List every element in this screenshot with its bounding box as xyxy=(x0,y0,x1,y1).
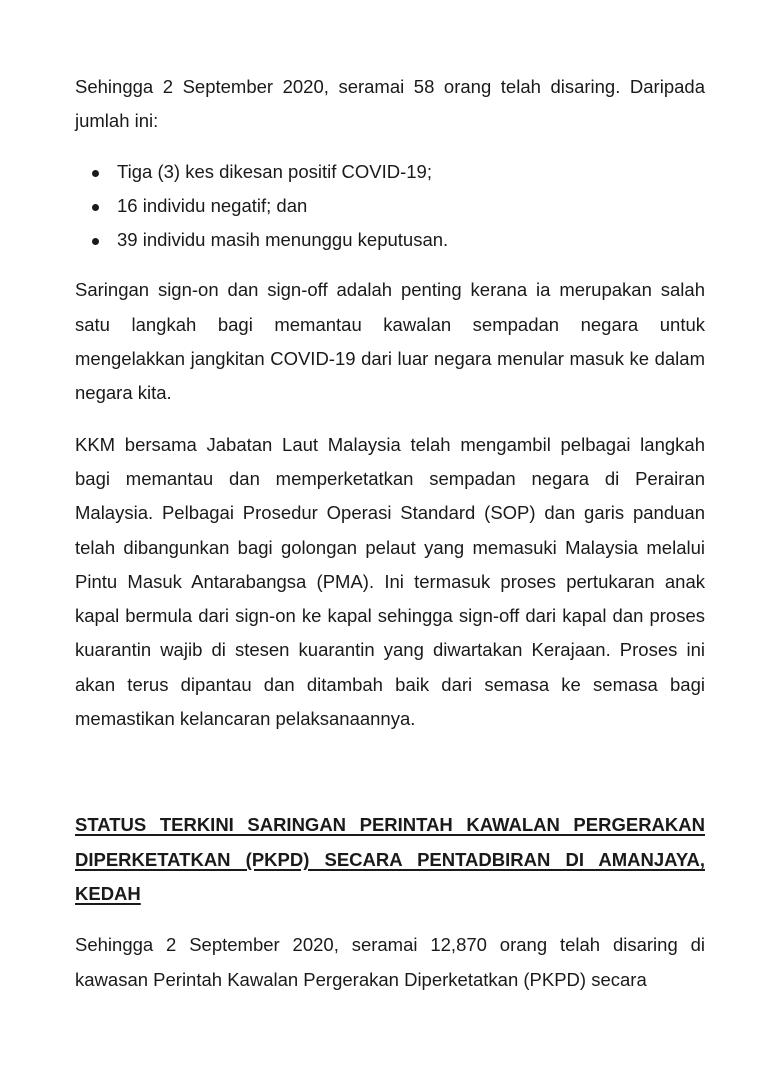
result-bullet-list xyxy=(75,155,705,258)
paragraph-pkpd-screening: Sehingga 2 September 2020, seramai 12,870 orang telah disaring di kawasan Perintah Kawalan Pergerakan Diperketatkan (PKPD) secara xyxy=(75,934,705,990)
list-item-text: 16 individu negatif; dan xyxy=(117,194,308,216)
bullet-dot-icon xyxy=(92,204,99,211)
list-item-text: 39 individu masih menunggu keputusan. xyxy=(117,229,449,251)
list-item xyxy=(75,155,705,189)
paragraph-sign-on-importance: Saringan sign-on dan sign-off adalah penting kerana ia merupakan salah satu langkah bagi memantau kawalan sempadan negara untuk mengelakkan jangkitan COVID-19 dari luar negara menular masuk ke dalam negara kita. xyxy=(75,279,705,404)
document-page xyxy=(75,70,705,997)
bullet-dot-icon xyxy=(92,170,99,177)
section-heading: STATUS TERKINI SARINGAN PERINTAH KAWALAN PERGERAKAN DIPERKETATKAN (PKPD) SECARA PENTADBIRAN DI AMANJAYA, KEDAH xyxy=(75,814,705,904)
list-item xyxy=(75,189,705,223)
list-item xyxy=(75,223,705,257)
bullet-dot-icon xyxy=(92,238,99,245)
list-item-text: Tiga (3) kes dikesan positif COVID-19; xyxy=(117,160,432,182)
paragraph-screening-count: Sehingga 2 September 2020, seramai 58 orang telah disaring. Daripada jumlah ini: xyxy=(75,76,705,132)
paragraph-kkm-measures: KKM bersama Jabatan Laut Malaysia telah mengambil pelbagai langkah bagi memantau dan memperketatkan sempadan negara di Perairan Malaysia. Pelbagai Prosedur Operasi Standard (SOP) dan garis panduan telah dibangunkan bagi golongan pelaut yang memasuki Malaysia melalui Pintu Masuk Antarabangsa (PMA). Ini termasuk proses pertukaran anak kapal bermula dari sign-on ke kapal sehingga sign-off dari kapal dan proses kuarantin wajib di stesen kuarantin yang diwartakan Kerajaan. Proses ini akan terus dipantau dan ditambah baik dari semasa ke semasa bagi memastikan kelancaran pelaksanaannya. xyxy=(75,433,705,730)
